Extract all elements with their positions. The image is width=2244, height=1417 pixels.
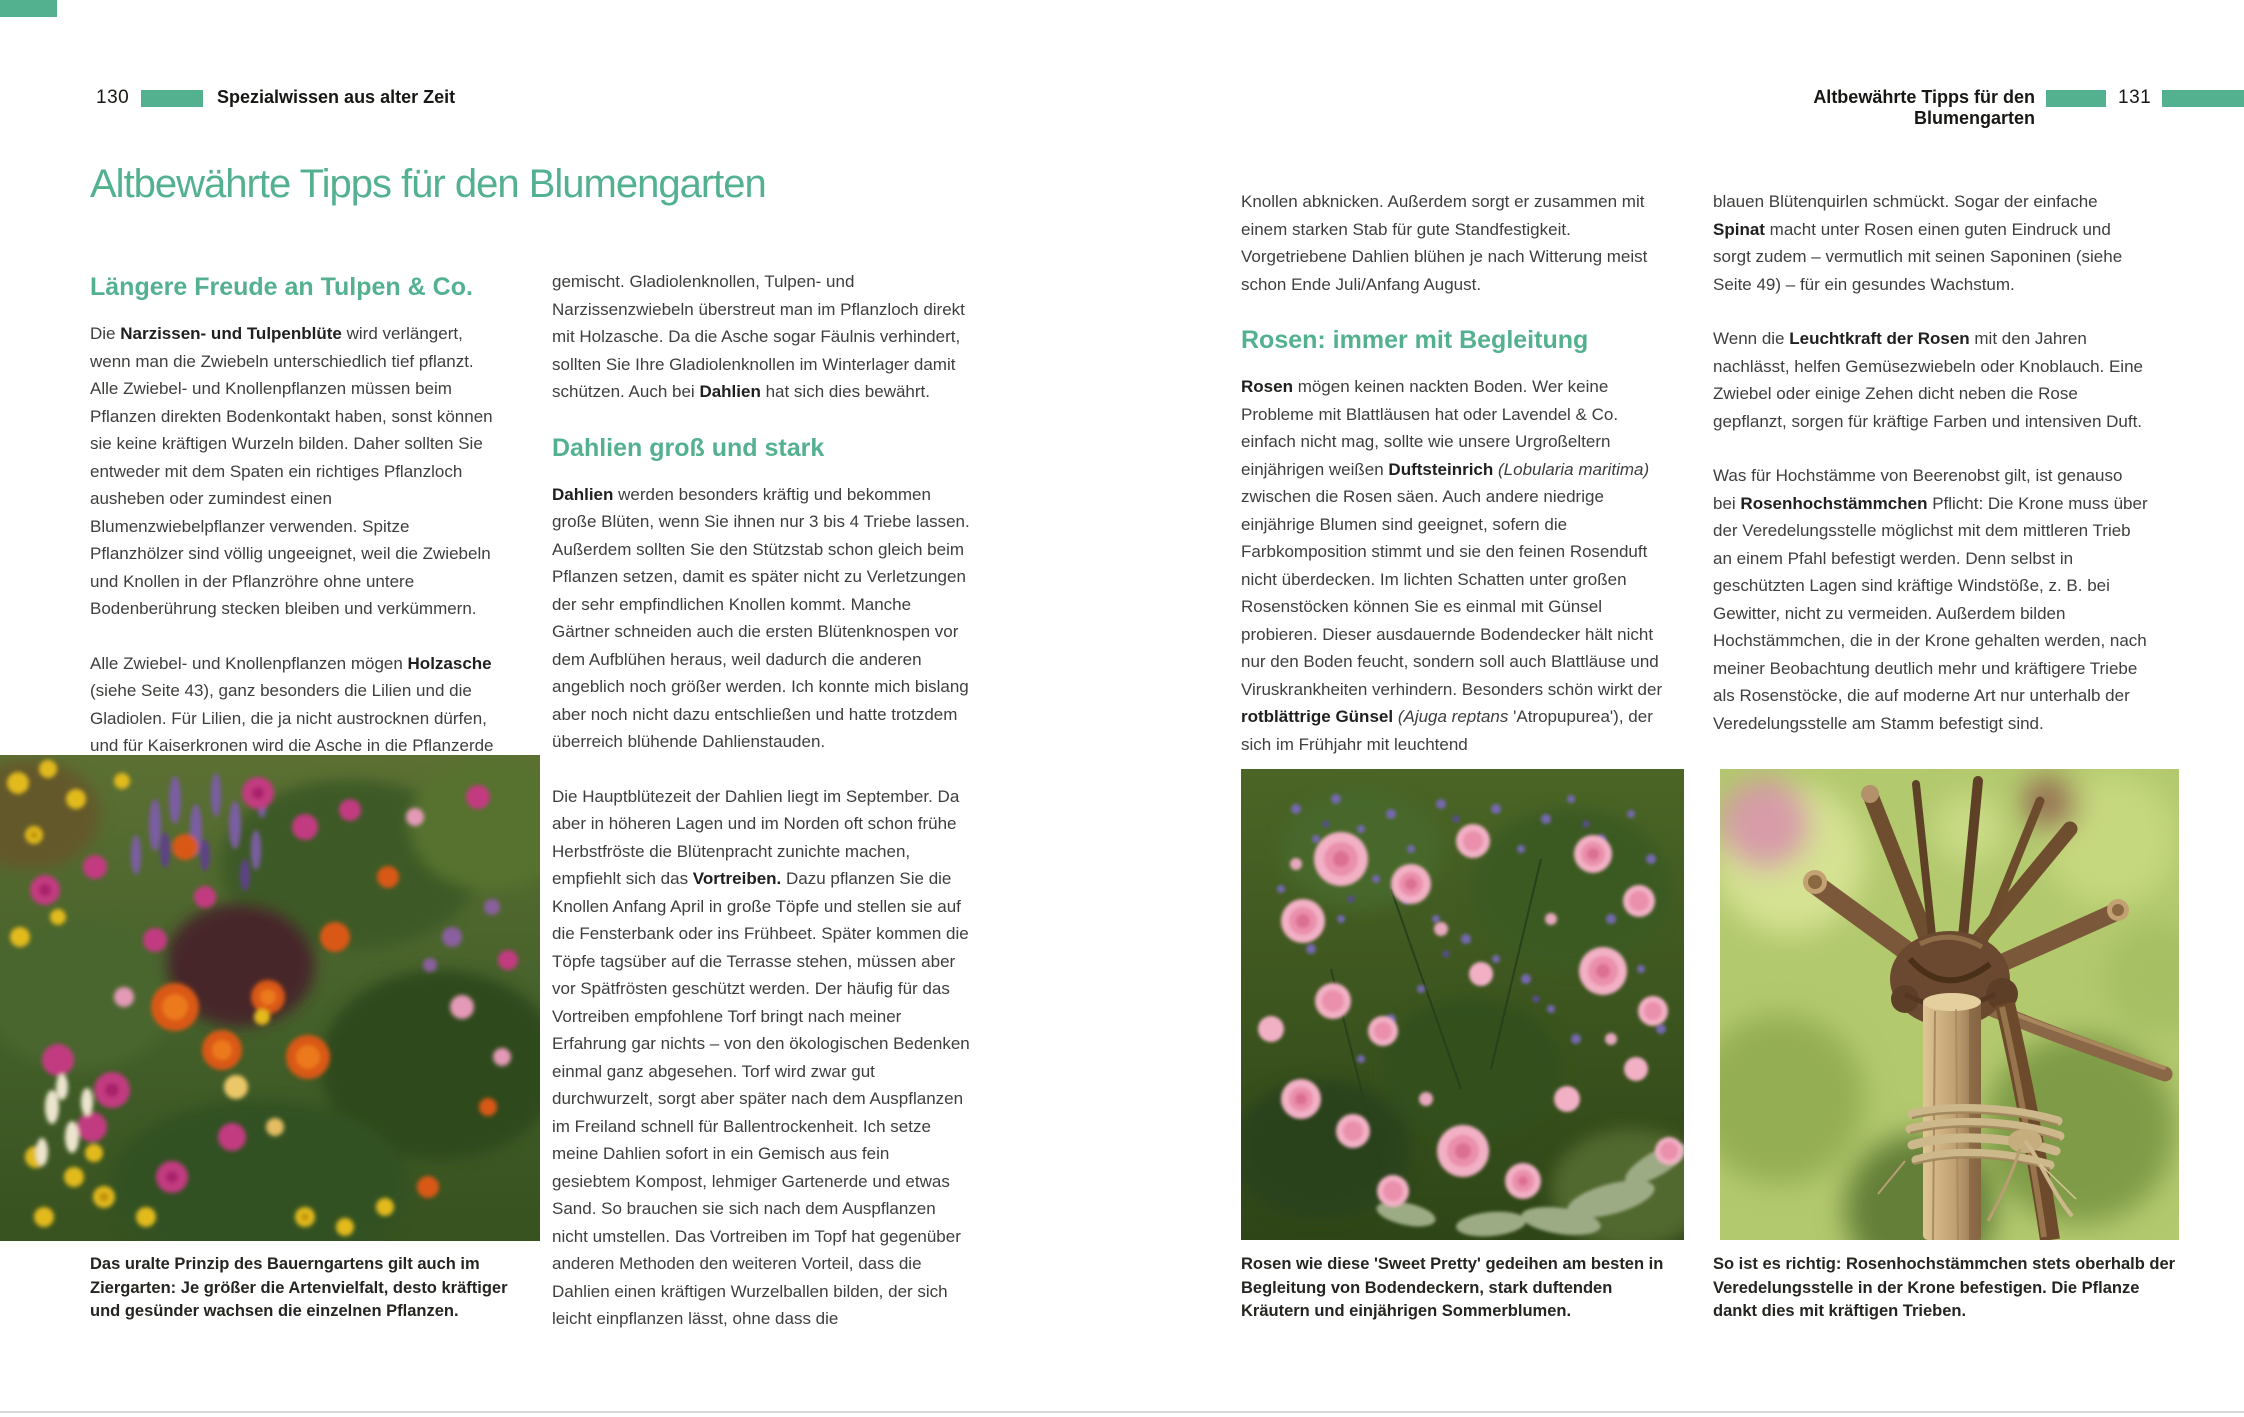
photo-caption-roses: Rosen wie diese 'Sweet Pretty' gedeihen am besten in Begleitung von Bodendeckern, stark duftenden Kräutern und einjährigen Sommerblumen.: [1241, 1255, 1664, 1320]
page-number-right: 131: [2118, 87, 2152, 108]
body-paragraph: gemischt. Gladiolenknollen, Tulpen- und Narzissenzwiebeln überstreut man im Pflanzloch direkt mit Holzasche. Da die Asche sogar Fäulnis verhindert, sollten Sie Ihre Gladiolenknollen im Winterlager damit schützen. Auch bei Dahlien hat sich dies bewährt.: [552, 272, 965, 401]
section-heading-dahlien: Dahlien groß und stark: [552, 433, 825, 462]
body-paragraph: Alle Zwiebel- und Knollenpflanzen mögen Holzasche (siehe Seite 43), ganz besonders die Lilien und die Gladiolen. Für Lilien, die ja nicht austrocknen dürfen, und für Kaiserkronen wird die Asche in die Pflanzerde: [90, 653, 494, 755]
body-paragraph: Die Narzissen- und Tulpenblüte wird verlängert, wenn man die Zwiebeln unterschiedlich tief pflanzt. Alle Zwiebel- und Knollenpflanzen müssen beim Pflanzen direkten Bodenkontakt haben, sonst können sie keine kräftigen Wurzeln bilden. Daher sollten Sie entweder mit dem Spaten ein richtiges Pflanzloch ausheben oder zumindest einen Blumenzwiebelpflanzer verwenden. Spitze Pflanzhölzer sind völlig ungeeignet, weil die Zwiebeln und Knollen in der Pflanzröhre ohne untere Bodenberührung stecken bleiben und verkümmern.: [90, 324, 493, 618]
running-head-right: Altbewährte Tipps für den Blumengarten: [1813, 87, 2035, 128]
photo-roses-with-catmint: [1241, 769, 1684, 1240]
body-paragraph: Rosen mögen keinen nackten Boden. Wer keine Probleme mit Blattläusen hat oder Lavendel & Co. einfach nicht mag, sollte wie unsere Urgroßeltern einjährigen weißen Duftsteinrich (Lobularia maritima) zwischen die Rosen säen. Auch andere niedrige einjährige Blumen sind geeignet, sofern die Farbkomposition stimmt und sie den feinen Rosenduft nicht überdecken. Im lichten Schatten unter großen Rosenstöcken können Sie es einmal mit Günsel probieren. Dieser ausdauernde Bodendecker hält nicht nur den Boden feucht, sondern soll auch Blattläuse und Viruskrankheiten verhindern. Besonders schön wirkt der rotblättrige Günsel (Ajuga reptans 'Atropupurea'), der sich im Frühjahr mit leuchtend: [1241, 377, 1663, 754]
body-paragraph: Wenn die Leuchtkraft der Rosen mit den Jahren nachlässt, helfen Gemüsezwiebeln oder Knoblauch. Eine Zwiebel oder einige Zehen dicht neben die Rose gepflanzt, sorgen für kräftige Farben und intensiven Duft.: [1713, 329, 2143, 431]
section-heading-rosen: Rosen: immer mit Begleitung: [1241, 326, 1589, 354]
text-column-right-1: [1241, 188, 1677, 785]
page-number-left: 130: [96, 87, 130, 108]
photo-caption-garden: Das uralte Prinzip des Bauerngartens gilt auch im Ziergarten: Je größer die Artenvielfalt, desto kräftiger und gesünder wachsen die einzelnen Pflanzen.: [90, 1255, 508, 1320]
running-head-left: Spezialwissen aus alter Zeit: [217, 87, 456, 107]
page-bottom-edge: [0, 1411, 2244, 1413]
header-bar-right-inner: [2046, 90, 2106, 107]
text-column-left-2: [552, 268, 972, 1360]
photo-rose-standard-trunk: [1720, 769, 2179, 1240]
photo-cottage-garden: [0, 755, 540, 1241]
body-paragraph: Die Hauptblütezeit der Dahlien liegt im September. Da aber in höheren Lagen und im Norden oft schon frühe Herbstfröste die Blütenpracht zunichte machen, empfiehlt sich das Vortreiben. Dazu pflanzen Sie die Knollen Anfang April in große Töpfe und stellen sie auf die Fensterbank oder ins Frühbeet. Später kommen die Töpfe tagsüber auf die Terrasse stehen, müssen aber vor Spätfrösten geschützt werden. Der häufig für das Vortreiben empfohlene Torf bringt nach meiner Erfahrung gar nichts – von den ökologischen Bedenken einmal ganz abgesehen. Torf wird zwar gut durchwurzelt, sorgt aber später nach dem Auspflanzen im Freiland schnell für Ballentrockenheit. Ich setze meine Dahlien sofort in ein Gemisch aus fein gesiebtem Kompost, lehmiger Gartenerde und etwas Sand. So brauchen sie sich nach dem Auspflanzen nicht umstellen. Das Vortreiben im Topf hat gegenüber anderen Methoden den weiteren Vorteil, dass die Dahlien einen kräftigen Wurzelballen bilden, der sich leicht einpflanzen lässt, ohne dass die: [552, 786, 970, 1328]
header-bar-left-inner: [141, 90, 203, 107]
photo-caption-trunk: So ist es richtig: Rosenhochstämmchen stets oberhalb der Veredelungsstelle in der Krone befestigen. Die Pflanze dankt dies mit kräftigen Trieben.: [1713, 1255, 2176, 1320]
body-paragraph: Knollen abknicken. Außerdem sorgt er zusammen mit einem starken Stab für gute Standfestigkeit. Vorgetriebene Dahlien blühen je nach Witterung meist schon Ende Juli/Anfang August.: [1241, 192, 1648, 294]
body-paragraph: Was für Hochstämme von Beerenobst gilt, ist genauso bei Rosenhochstämmchen Pflicht: Die Krone muss über der Veredelungsstelle möglichst mit dem mittleren Trieb an einem Pfahl befestigt werden. Denn selbst in geschützten Lagen sind kräftige Windstöße, z. B. bei Gewitter, nicht zu vermeiden. Außerdem bilden Hochstämmchen, die in der Krone gehalten werden, nach meiner Beobachtung deutlich mehr und kräftigere Triebe als Rosenstöcke, die auf moderne Art nur unterhalb der Veredelungsstelle am Stamm befestigt sind.: [1713, 466, 2148, 733]
section-heading-tulpen: Längere Freude an Tulpen & Co.: [90, 273, 473, 301]
chapter-title: Altbewährte Tipps für den Blumengarten: [90, 162, 766, 206]
text-column-right-2: [1713, 188, 2149, 764]
header-bar-left-outer: [0, 0, 57, 17]
body-paragraph: Dahlien werden besonders kräftig und bekommen große Blüten, wenn Sie ihnen nur 3 bis 4 Triebe lassen. Außerdem sollten Sie den Stützstab schon gleich beim Pflanzen setzen, damit es später nicht zu Verletzungen der sehr empfindlichen Knollen kommt. Manche Gärtner schneiden auch die ersten Blütenknospen vor dem Aufblühen heraus, weil dadurch die anderen angeblich noch größer werden. Ich konnte mich bislang aber noch nicht dazu entschließen und hatte trotzdem überreich blühende Dahlienstauden.: [552, 484, 970, 751]
header-bar-right-outer: [2162, 90, 2244, 107]
body-paragraph: blauen Blütenquirlen schmückt. Sogar der einfache Spinat macht unter Rosen einen guten Eindruck und sorgt zudem – vermutlich mit seinen Saponinen (siehe Seite 49) – für ein gesundes Wachstum.: [1713, 192, 2123, 294]
text-column-left-1: [90, 272, 504, 787]
